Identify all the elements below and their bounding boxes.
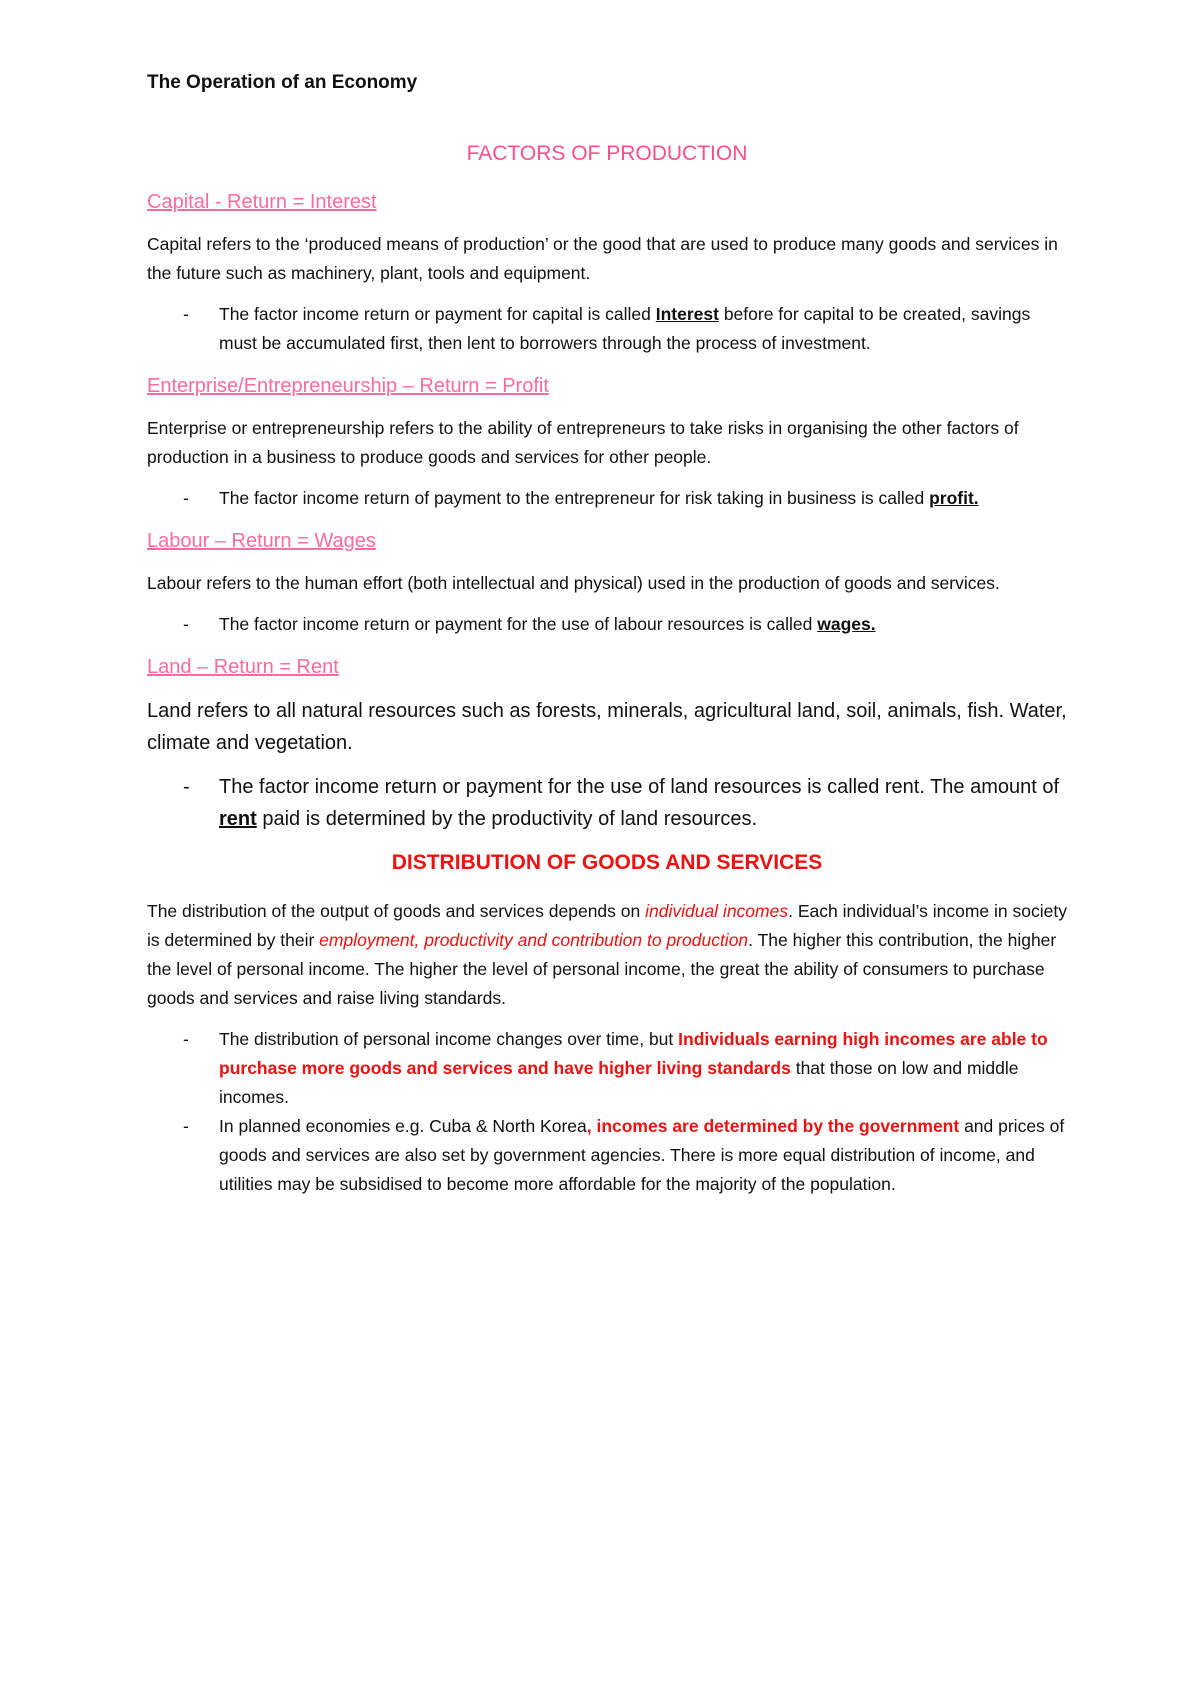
capital-bullet-text: The factor income return or payment for capital is called [219,304,656,324]
distribution-bullet-2-text-end: and prices of goods and services are also set by government agencies. There is more equal distribution of income, and utilities may be subsidised to become more affordable for the majority of the population. [219,1116,1065,1194]
distribution-text-2: . Each individual’s income in society is determined by their [147,901,1067,950]
labour-keyword: wages. [817,614,876,634]
labour-subheading: Labour – Return = Wages [147,530,376,552]
distribution-bullet-2-highlight: , incomes are determined by the government [586,1116,960,1136]
distribution-bullet-1-text-end: that those on low and middle incomes. [219,1058,1019,1107]
capital-bullet-text-end: before for capital to be created, savings must be accumulated first, then lent to borrowers through the process of investment. [219,304,1031,353]
document-title: The Operation of an Economy [147,72,418,93]
distribution-bullet-1-text: The distribution of personal income changes over time, but [219,1029,679,1049]
distribution-heading: DISTRIBUTION OF GOODS AND SERVICES [391,851,823,874]
capital-bullet-list [147,300,1067,358]
land-keyword: rent [219,808,257,830]
land-bullet-text: The factor income return or payment for the use of land resources is called rent. The amount of [219,776,1060,798]
distribution-bullet-1 [147,1025,1067,1112]
distribution-bullet-2-text: In planned economies e.g. Cuba & North Korea [219,1116,587,1136]
labour-bullet-text: The factor income return or payment for the use of labour resources is called [219,614,818,634]
distribution-paragraph [147,897,1067,1013]
distribution-highlight-1: individual incomes [645,901,789,921]
labour-bullet [147,610,1067,639]
capital-subheading: Capital - Return = Interest [147,191,377,213]
factors-heading: FACTORS OF PRODUCTION [466,142,748,165]
land-bullet-list [147,771,1067,835]
capital-keyword: Interest [655,304,719,324]
land-bullet-text-end: paid is determined by the productivity of land resources. [256,808,758,830]
enterprise-bullet [147,484,1067,513]
distribution-highlight-2: employment, productivity and contribution to production [319,930,749,950]
enterprise-bullet-list [147,484,1067,513]
land-bullet [147,771,1067,835]
distribution-bullet-list [147,1025,1067,1199]
enterprise-bullet-text: The factor income return of payment to the entrepreneur for risk taking in business is called [219,488,930,508]
distribution-text-3: . The higher this contribution, the higher the level of personal income. The higher the level of personal income, the great the ability of consumers to purchase goods and services and raise living standards. [147,930,1057,1008]
enterprise-keyword: profit. [929,488,979,508]
distribution-bullet-2 [147,1112,1067,1199]
distribution-bullet-1-highlight: Individuals earning high incomes are able to purchase more goods and services and have higher living standards [219,1029,1048,1078]
enterprise-subheading: Enterprise/Entrepreneurship – Return = Profit [147,375,549,397]
distribution-text-1: The distribution of the output of goods and services depends on [147,901,646,921]
capital-paragraph: Capital refers to the ‘produced means of production’ or the good that are used to produce many goods and services in the future such as machinery, plant, tools and equipment. [147,234,1058,283]
enterprise-paragraph: Enterprise or entrepreneurship refers to the ability of entrepreneurs to take risks in organising the other factors of production in a business to produce goods and services for other people. [147,418,1019,467]
document-page [147,70,1067,1213]
labour-bullet-list [147,610,1067,639]
capital-bullet [147,300,1067,358]
labour-paragraph: Labour refers to the human effort (both intellectual and physical) used in the production of goods and services. [147,573,1000,593]
land-paragraph: Land refers to all natural resources such as forests, minerals, agricultural land, soil, animals, fish. Water, climate and vegetation. [147,700,1067,754]
land-subheading: Land – Return = Rent [147,656,339,678]
